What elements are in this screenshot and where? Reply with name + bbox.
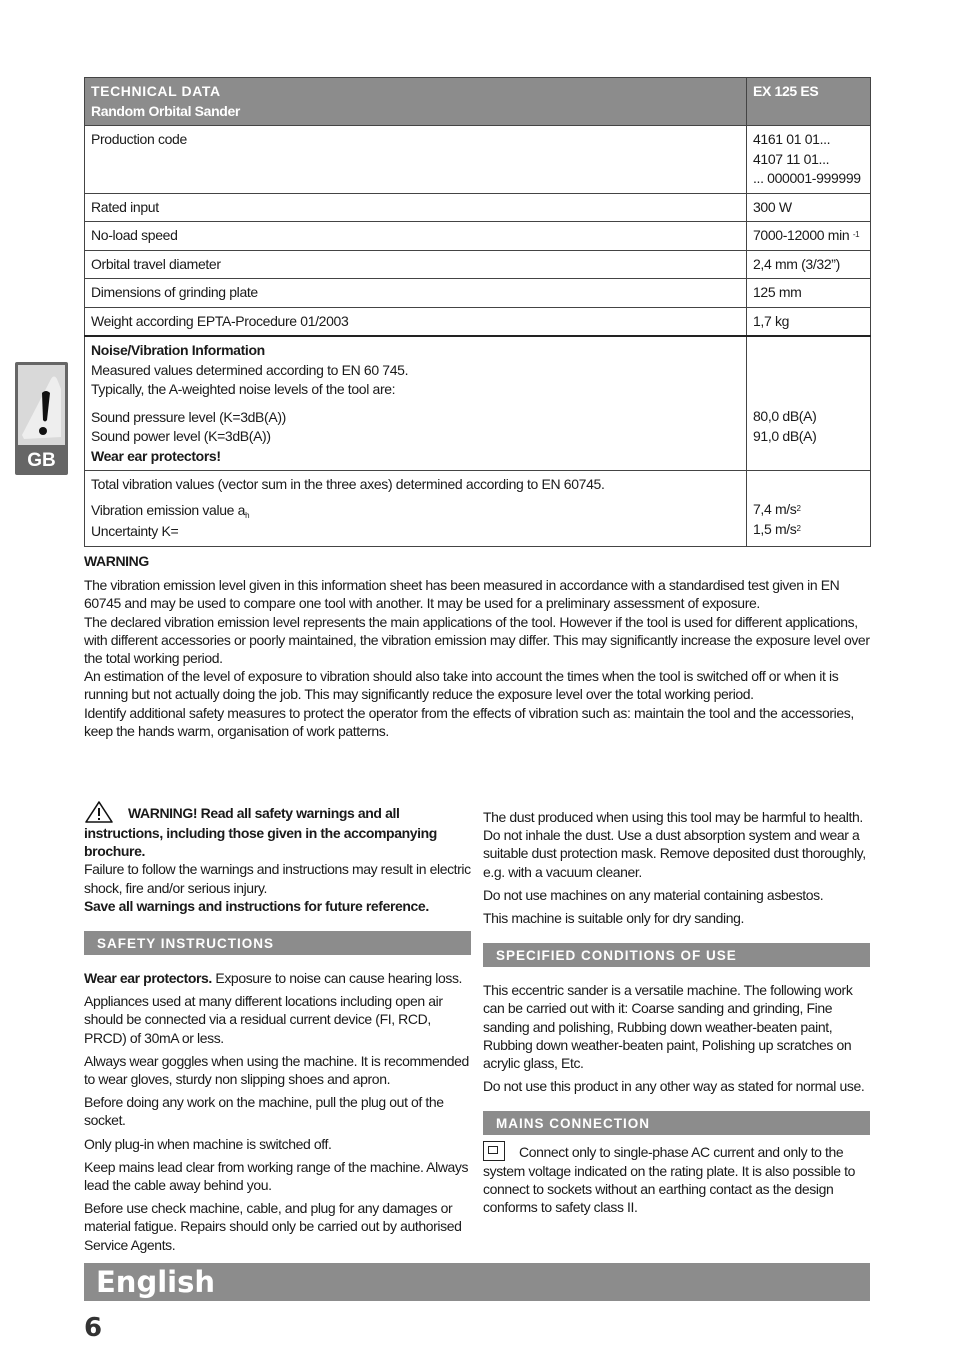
row-label: Dimensions of grinding plate [85,279,747,308]
row-label: Production code [85,126,747,194]
table-header-title [85,78,747,126]
warning-symbol-box [18,365,65,445]
mains-connection-paragraph: Connect only to single-phase AC current and only to the system voltage indicated on the rating plate. It is also possible to connect to sockets without an earthing contact as the design conforms to safety class II. [483,1141,870,1216]
noise-line-2: Typically, the A-weighted noise levels of the tool are: [91,381,396,397]
ear-protectors-paragraph: Wear ear protectors. Exposure to noise can cause hearing loss. [84,970,463,987]
warning-title: WARNING [84,553,149,569]
warning-paragraph: Identify additional safety measures to protect the operator from the effects of vibration such as: maintain the tool and the accessories, keep the hands warm, organisation of work patterns. [84,704,854,739]
row-label: Rated input [85,193,747,222]
row-value: 2,4 mm (3/32”) [747,250,871,279]
warning-paragraph: An estimation of the level of exposure to vibration should also take into account the times when the tool is switched off or when it is running but not actually doing the job. This may significantly reduce the exposure level over the total working period. [84,668,839,703]
vibration-label: Vibration emission value $a_h$ [91,501,250,520]
table-row [85,250,871,279]
safety-paragraph: Keep mains lead clear from working range of the machine. Always lead the cable away behind you. [84,1158,469,1194]
table-row-vibration [85,471,871,547]
speed-value: 7000-12000 min [753,227,850,243]
table-row [85,279,871,308]
noise-title: Noise/Vibration Information [91,342,265,358]
asbestos-paragraph: Do not use machines on any material containing asbestos. [483,886,824,903]
safety-paragraph: Before use check machine, cable, and plug for any damages or material fatigue. Repairs should only be carried out by authorised Service Agents. [84,1200,462,1253]
safety-paragraph: Only plug-in when machine is switched off. [84,1135,332,1152]
noise-info-cell [85,336,747,471]
row-value: 300 W [747,193,871,222]
vibration-intro: Total vibration values (vector sum in the three axes) determined according to EN 60745. [91,476,605,492]
uncertainty-label: Uncertainty K= [91,523,179,539]
safety-warning-intro [84,800,471,860]
production-code-1: 4161 01 01... [753,131,831,147]
conditions-paragraph: Do not use this product in any other way as stated for normal use. [483,1078,865,1095]
warning-paragraph: The declared vibration emission level represents the main applications of the tool. However if the tool is used for different applications, with different accessories or poorly maintained, the vibration emission may differ. This may significantly increase the exposure level over the total working period. [84,613,870,667]
table-row [85,222,871,251]
conditions-paragraph: This eccentric sander is a versatile machine. The following work can be carried out with it: Coarse sanding and grinding, Fine sanding and polishing, Rubbing down weather-beaten paint, Rubbing down weather-beaten paint, Polishing up scratches on acrylic glass, Etc. [483,982,853,1072]
sound-power-value: 91,0 dB(A) [753,427,817,444]
warning-triangle-icon [84,800,114,824]
class-ii-double-insulation-icon [483,1141,505,1161]
sound-power-label: Sound power level (K=3dB(A)) [91,428,271,444]
production-code-3: ... 000001-999999 [753,170,861,186]
safety-warning-text: Failure to follow the warnings and instructions may result in electric shock, fire and/or serious injury. [84,861,471,896]
safety-instructions-header: SAFETY INSTRUCTIONS [84,931,471,955]
safety-warning-bold: WARNING! Read all safety warnings and all instructions, including those given in the accompanying brochure. [84,805,437,860]
sound-pressure-label: Sound pressure level (K=3dB(A)) [91,408,286,425]
speed-exponent: -1 [852,230,860,239]
table-row-noise [85,336,871,471]
row-label: Weight according EPTA-Procedure 01/2003 [85,307,747,336]
noise-values-cell [747,336,871,471]
left-column [84,800,471,1259]
warning-paragraph: The vibration emission level given in this information sheet has been measured in accordance with a standardised test given in EN 60745 and may be used to compare one tool with another. It may be used for a preliminary assessment of exposure. [84,577,840,612]
table-row [85,193,871,222]
dry-sanding-paragraph: This machine is suitable only for dry sanding. [483,910,744,927]
uncertainty-value: 1,5 $m/s^2$ [753,520,801,537]
header-title: TECHNICAL DATA [91,83,221,99]
row-value [747,222,871,251]
right-column [483,808,870,1221]
row-value: 125 mm [747,279,871,308]
vibration-warning-section [84,552,870,740]
sound-pressure-value: 80,0 dB(A) [753,408,817,424]
vibration-value: 7,4 $m/s^2$ [753,501,801,517]
ear-protect-note: Wear ear protectors! [91,447,221,464]
row-value: 1,7 kg [747,307,871,336]
vibration-info-cell [85,471,747,547]
row-label: No-load speed [85,222,747,251]
mains-connection-header: MAINS CONNECTION [483,1111,870,1135]
header-subtitle: Random Orbital Sander [91,102,241,119]
safety-paragraph: Before doing any work on the machine, pull the plug out of the socket. [84,1094,444,1129]
noise-line-1: Measured values determined according to EN 60 745. [91,361,409,378]
language-footer-band: English [84,1263,870,1301]
safety-paragraph: Appliances used at many different locations including open air should be connected via a residual current device (FI, RCD, PRCD) of 30mA or less. [84,993,443,1046]
dust-paragraph: The dust produced when using this tool may be harmful to health. Do not inhale the dust. Use a dust absorption system and wear a suitable dust protection mask. Remove deposited dust thoroughly, e.g. with a vacuum cleaner. [483,809,866,880]
conditions-of-use-header: SPECIFIED CONDITIONS OF USE [483,943,870,967]
vibration-values-cell [747,471,871,547]
production-code-2: 4107 11 01... [753,150,830,167]
row-value [747,126,871,194]
header-model: EX 125 ES [747,78,871,126]
technical-data-table [84,77,871,547]
page-number: 6 [83,1313,103,1343]
exclamation-warning-icon [18,365,65,445]
language-side-tab [15,362,68,475]
table-row [85,126,871,194]
language-code: GB [27,450,56,471]
save-instructions-text: Save all warnings and instructions for future reference. [84,897,429,914]
table-row [85,307,871,336]
table-header-row [85,78,871,126]
safety-paragraph: Always wear goggles when using the machine. It is recommended to wear gloves, sturdy non slipping shoes and apron. [84,1052,469,1088]
row-label: Orbital travel diameter [85,250,747,279]
